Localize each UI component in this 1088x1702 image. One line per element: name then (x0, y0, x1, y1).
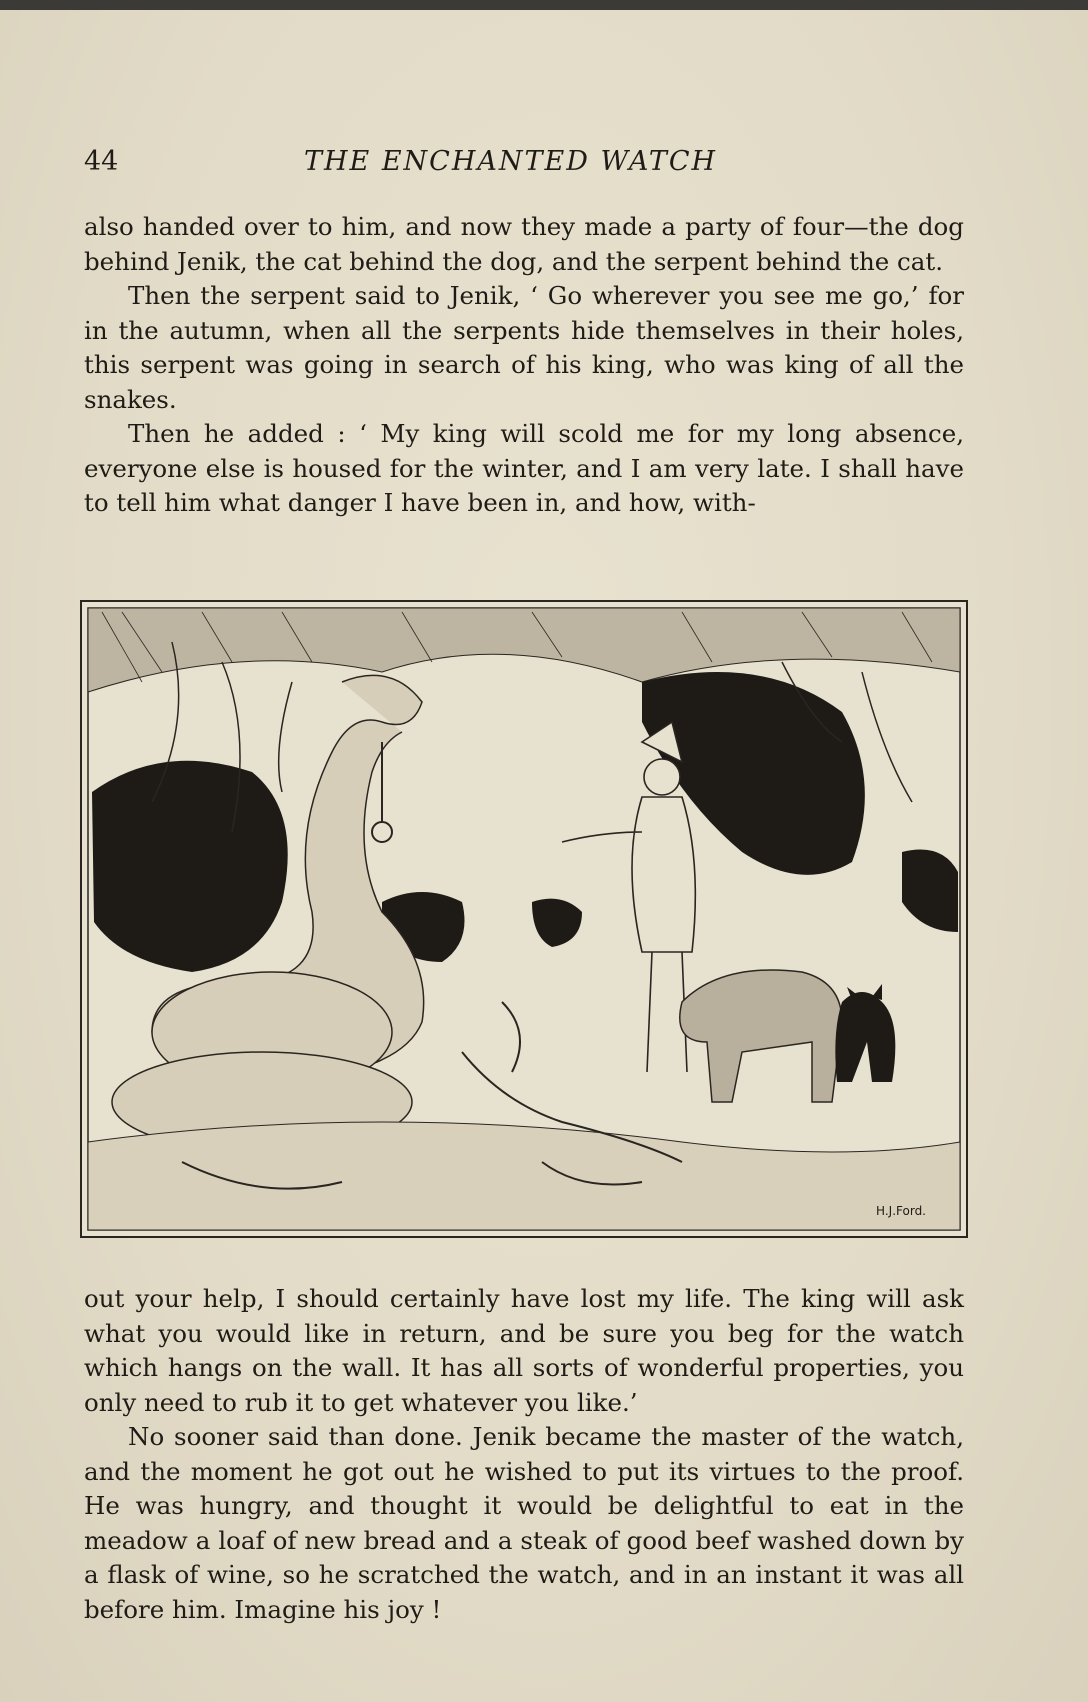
illustration-serpent-king (80, 600, 968, 1238)
running-head (84, 138, 964, 178)
illustrator-signature: H.J.Ford. (876, 1204, 926, 1218)
paragraph-master-of-watch: No sooner said than done. Jenik became the master of the watch, and the moment he got out he wished to put its virtues to the proof. He was hungry, and thought it would be delightful to eat in the meadow a loaf of new bread and a steak of good beef washed down by a flask of wine, so he scratched the watch, and in an instant it was all before him. Imagine his joy ! (84, 1422, 964, 1624)
engraving-drawing (82, 602, 966, 1236)
page-number: 44 (84, 146, 119, 177)
paragraph-king-scold: Then he added : ‘ My king will scold me for my long absence, everyone else is housed for the winter, and I am very late. I shall have to tell him what danger I have been in, and how, with- (84, 419, 964, 517)
paragraph-continuation: also handed over to him, and now they made a party of four—the dog behind Jenik, the cat behind the dog, and the serpent behind the cat. (84, 212, 964, 276)
paragraph-help-watch: out your help, I should certainly have lost my life. The king will ask what you would like in return, and be sure you beg for the watch which hangs on the wall. It has all sorts of wonderful properties, you only need to rub it to get whatever you like.’ (84, 1284, 964, 1417)
bottom-text-block (84, 1282, 964, 1627)
book-page (0, 10, 1088, 1702)
page-edge (0, 0, 1088, 10)
running-title: THE ENCHANTED WATCH (304, 146, 718, 177)
top-text-block (84, 210, 964, 521)
paragraph-serpent-speaks: Then the serpent said to Jenik, ‘ Go wherever you see me go,’ for in the autumn, when all the serpents hide themselves in their holes, this serpent was going in search of his king, who was king of all the snakes. (84, 281, 964, 414)
